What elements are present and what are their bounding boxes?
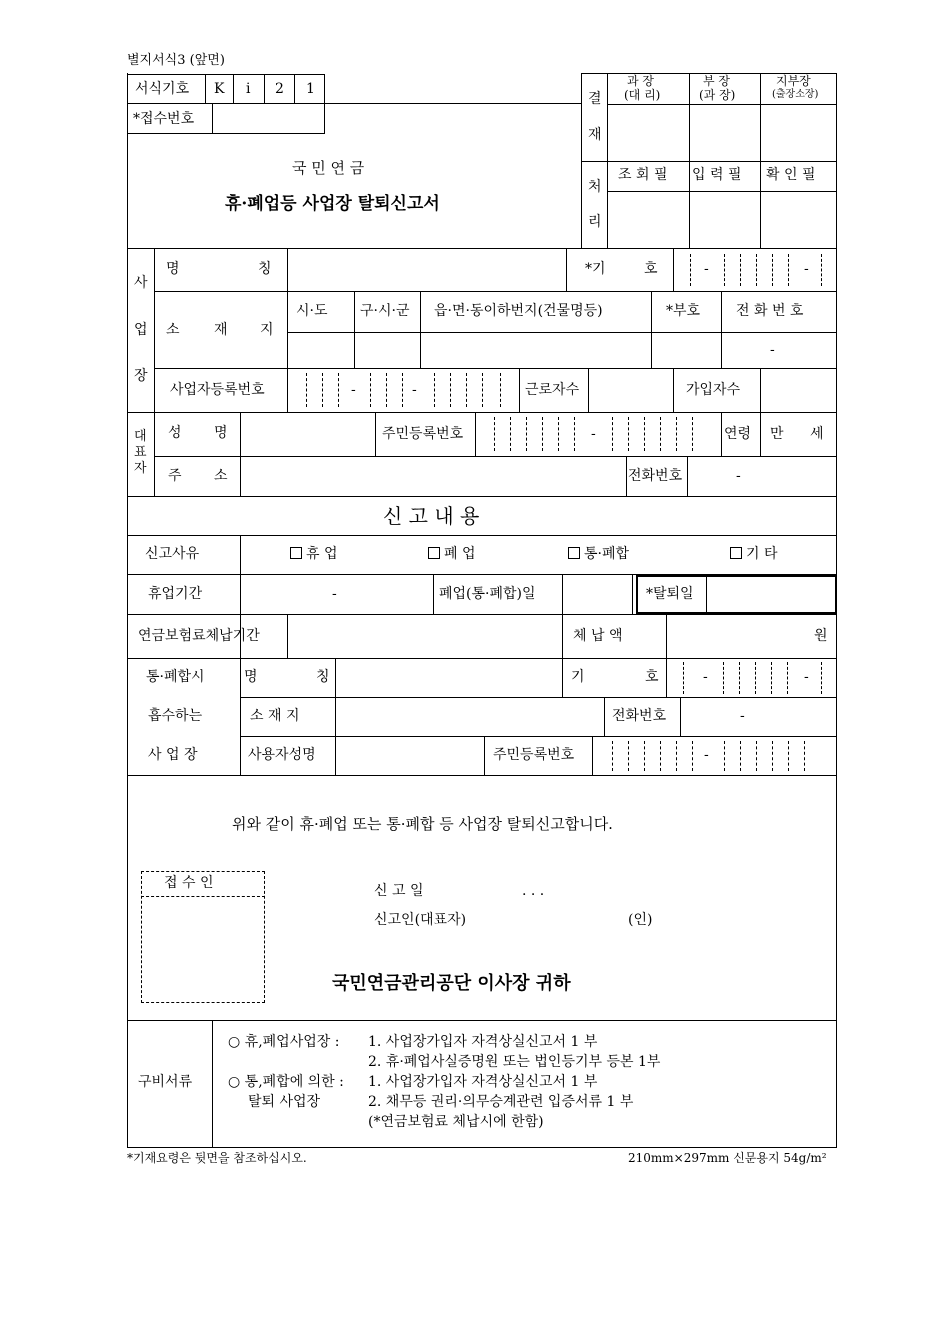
workplace-symbol-dash-2: - (804, 261, 809, 277)
footer-note: *기재요령은 뒷면을 참조하십시오. (127, 1151, 307, 1165)
form-code-label: 서식기호 (135, 81, 190, 97)
docs-group2-item-2: 2. 채무등 권리·의무승계관련 입증서류 1 부 (368, 1094, 634, 1110)
close-date-label: 폐업(통·폐합)일 (439, 586, 536, 602)
title-line1: 국 민 연 금 (292, 159, 365, 177)
checkbox-icon (428, 547, 440, 559)
withdraw-date-label: *탈퇴일 (646, 586, 694, 602)
rep-age-label: 연령 (724, 426, 752, 442)
reason-option-merge-label: 통·폐합 (584, 546, 630, 562)
merge-rrn-label: 주민등록번호 (493, 747, 575, 763)
receiver-label: 접 수 인 (164, 875, 214, 891)
location-phone-label: 전 화 번 호 (736, 303, 804, 319)
merge-name-label-b: 칭 (316, 669, 330, 685)
docs-group2-label-a: ○ 통,폐합에 의한 : (228, 1074, 344, 1090)
location-label-1: 소 (166, 322, 180, 338)
docs-group1-label: ○ 휴,폐업사업장 : (228, 1034, 340, 1050)
checkbox-icon (568, 547, 580, 559)
merge-location-label: 소 재 지 (250, 708, 300, 724)
merge-side-1: 통·폐합시 (146, 669, 205, 685)
merge-phone-label: 전화번호 (612, 708, 667, 724)
report-date-dots: . . . (522, 883, 545, 899)
approval-head-2a: 부 장 (703, 74, 730, 88)
declaration-text: 위와 같이 휴·폐업 또는 통·폐합 등 사업장 탈퇴신고합니다. (232, 815, 613, 833)
rep-rrn-dash: - (591, 426, 596, 442)
workplace-name-input[interactable] (288, 249, 565, 290)
bizno-label: 사업자등록번호 (170, 382, 265, 398)
checkbox-icon (290, 547, 302, 559)
rep-addr-label-b: 소 (214, 468, 228, 484)
merge-side-3: 사 업 장 (148, 747, 198, 763)
location-label-2: 재 (214, 322, 228, 338)
merge-symbol-label-b: 호 (645, 669, 659, 685)
addressee: 국민연금관리공단 이사장 귀하 (332, 973, 571, 994)
location-zip-label: *부호 (666, 303, 701, 319)
workplace-name-label-b: 칭 (258, 261, 272, 277)
approval-head-1a: 과 장 (627, 74, 654, 88)
workplace-side-2: 업 (134, 322, 148, 338)
approval-head-1b: (대 리) (624, 88, 661, 102)
reason-option-suspend[interactable] (290, 547, 338, 561)
approval-side-1: 결 (588, 91, 602, 107)
workplace-side-1: 사 (134, 275, 148, 291)
workplace-symbol-dash-1: - (704, 261, 709, 277)
approval-head-3a: 지부장 (776, 74, 811, 88)
form-label: 별지서식3 (앞면) (127, 53, 225, 68)
rep-rrn-label: 주민등록번호 (382, 426, 464, 442)
merge-rrn-dash: - (704, 747, 709, 763)
docs-group1-item-2: 2. 휴·폐업사실증명원 또는 법인등기부 등본 1부 (368, 1054, 661, 1070)
arrears-won: 원 (814, 628, 828, 644)
section-title: 신 고 내 용 (383, 504, 480, 528)
merge-symbol-label-a: 기 (571, 669, 585, 685)
merge-symbol-dash-2: - (804, 669, 809, 685)
reason-option-close-label: 폐 업 (444, 546, 476, 562)
reason-option-suspend-label: 휴 업 (306, 546, 338, 562)
location-label-3: 지 (260, 322, 274, 338)
workplace-symbol-label-b: 호 (644, 261, 658, 277)
workplace-side-3: 장 (134, 368, 148, 384)
checkbox-icon (730, 547, 742, 559)
location-sigungu-label: 구·시·군 (360, 303, 410, 319)
reason-option-other[interactable] (730, 547, 778, 561)
rep-name-label-a: 성 (168, 425, 182, 441)
location-eup-label: 읍·면·동이하번지(건물명등) (434, 303, 603, 319)
approval-head-3b: (출장소장) (772, 89, 819, 100)
merge-side-2: 흡수하는 (148, 708, 203, 724)
form-code-char-4: 1 (306, 81, 315, 97)
reason-option-close[interactable] (428, 547, 476, 561)
rep-side-2: 표 (134, 445, 147, 460)
rep-name-label-b: 명 (214, 425, 228, 441)
docs-group1-item-1: 1. 사업장가입자 자격상실신고서 1 부 (368, 1034, 598, 1050)
location-phone-dash: - (770, 342, 775, 358)
workplace-name-label-a: 명 (166, 261, 180, 277)
merge-employer-label: 사용자성명 (248, 747, 316, 763)
reason-option-merge[interactable] (568, 547, 629, 561)
arrears-amount-label: 체 납 액 (573, 628, 623, 644)
reason-label: 신고사유 (145, 546, 200, 562)
receipt-no-label: *접수번호 (133, 111, 195, 127)
page-title: 휴·폐업등 사업장 탈퇴신고서 (225, 194, 440, 214)
approval-check-3: 확 인 필 (766, 167, 816, 183)
rep-side-1: 대 (134, 429, 147, 444)
rep-age-unit-a: 만 (770, 426, 784, 442)
form-code-char-1: K (214, 81, 225, 97)
approval-side-3: 처 (588, 179, 602, 195)
approval-side-4: 리 (588, 214, 602, 230)
docs-group2-label-b: 탈퇴 사업장 (248, 1094, 321, 1110)
report-date-label: 신 고 일 (374, 883, 424, 899)
approval-head-2b: (과 장) (699, 88, 736, 102)
docs-group2-item-3: (*연금보험료 체납시에 한함) (368, 1114, 544, 1130)
rep-phone-label: 전화번호 (628, 468, 683, 484)
suspend-label: 휴업기간 (148, 586, 203, 602)
workers-label: 근로자수 (525, 382, 580, 398)
approval-check-1: 조 회 필 (618, 167, 668, 183)
rep-addr-label-a: 주 (168, 468, 182, 484)
withdraw-date-input[interactable] (708, 577, 835, 612)
reporter-label: 신고인(대표자) (374, 912, 467, 928)
arrears-period-label: 연금보험료체납기간 (138, 628, 260, 644)
rep-side-3: 자 (134, 461, 147, 476)
merge-phone-dash: - (740, 708, 745, 724)
footer-paper-spec: 210mm×297mm 신문용지 54g/m² (628, 1151, 827, 1165)
docs-label: 구비서류 (138, 1074, 193, 1090)
bizno-dash-1: - (351, 382, 356, 398)
approval-check-2: 입 력 필 (692, 167, 742, 183)
members-label: 가입자수 (686, 382, 741, 398)
bizno-dash-2: - (412, 382, 417, 398)
suspend-dash: - (332, 586, 337, 602)
approval-side-2: 재 (588, 127, 602, 143)
location-sido-label: 시·도 (296, 303, 328, 319)
reason-option-other-label: 기 타 (746, 546, 778, 562)
rep-age-unit-b: 세 (810, 426, 824, 442)
seal-mark: (인) (628, 912, 653, 928)
form-code-char-3: 2 (275, 81, 284, 97)
merge-symbol-dash-1: - (703, 669, 708, 685)
form-code-char-2: i (246, 81, 251, 97)
merge-name-label-a: 명 (244, 669, 258, 685)
rep-phone-dash: - (736, 468, 741, 484)
docs-group2-item-1: 1. 사업장가입자 자격상실신고서 1 부 (368, 1074, 598, 1090)
workplace-symbol-label-a: *기 (585, 261, 606, 277)
